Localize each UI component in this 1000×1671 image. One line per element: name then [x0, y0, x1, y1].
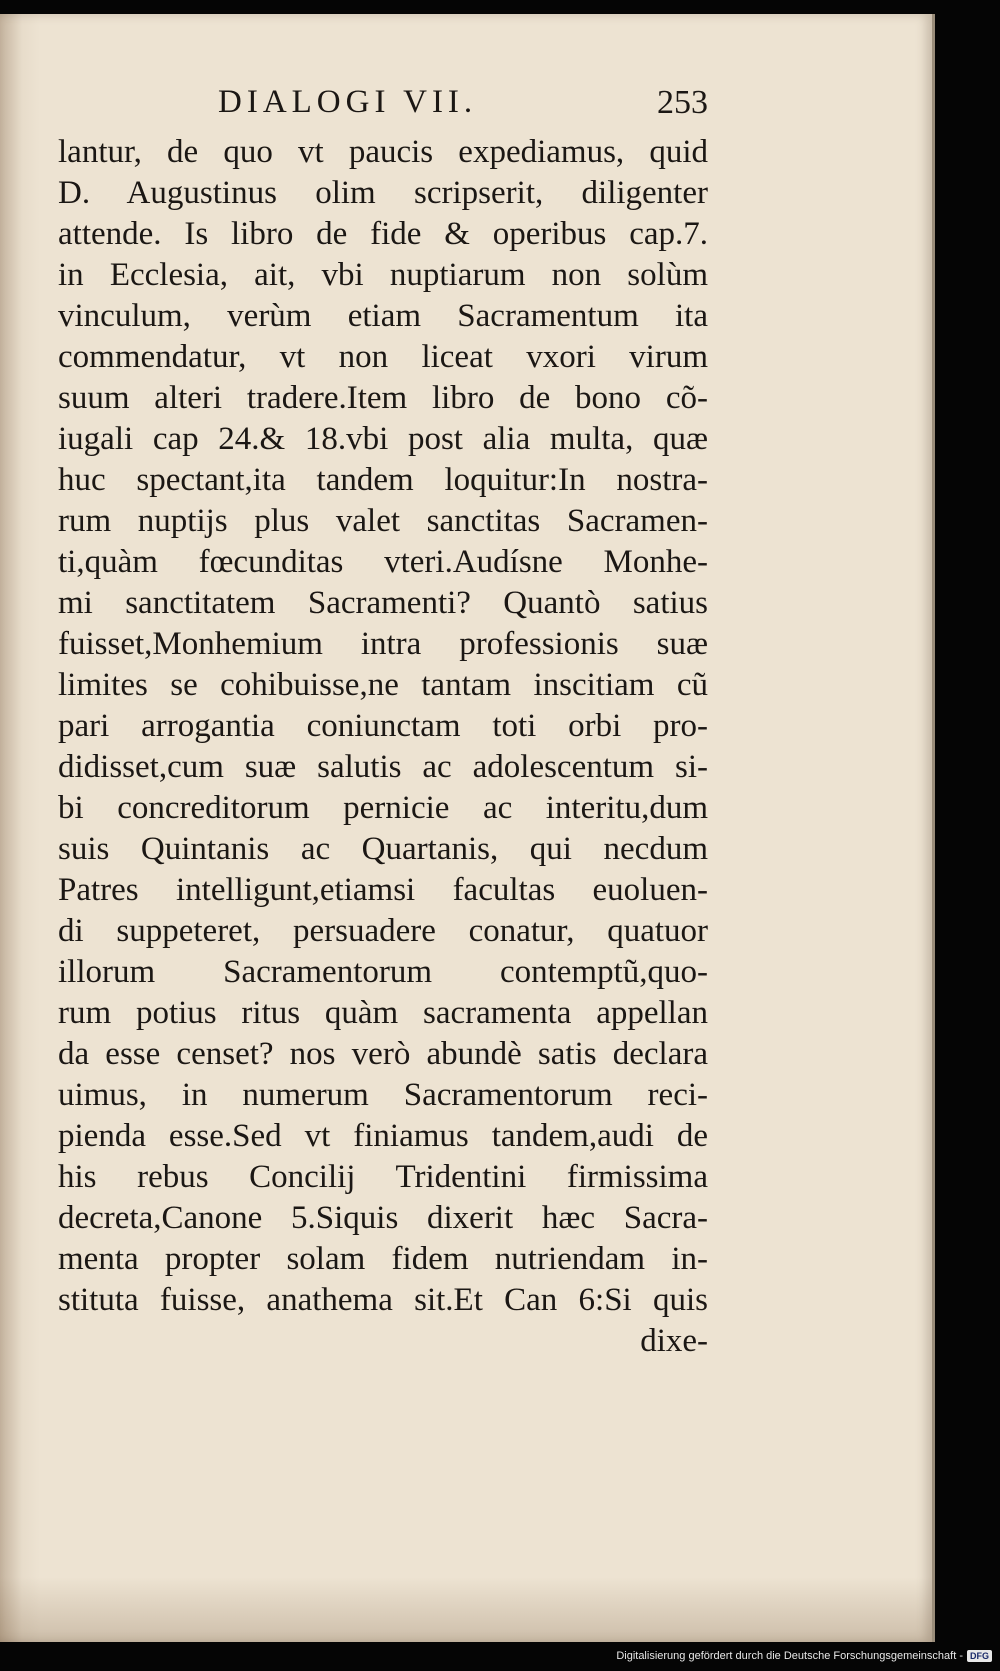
text-line: decreta,Canone 5.Siquis dixerit hæc Sacra-: [58, 1200, 708, 1236]
catchword: dixe-: [640, 1323, 708, 1359]
text-line: lantur, de quo vt paucis expediamus, quid: [58, 134, 708, 170]
text-line: didisset,cum suæ salutis ac adolescentum si-: [58, 749, 708, 785]
text-line: da esse censet? nos verò abundè satis declara: [58, 1036, 708, 1072]
text-line: di suppeteret, persuadere conatur, quatuor: [58, 913, 708, 949]
page-header: [58, 84, 708, 134]
text-line: D. Augustinus olim scripserit, diligenter: [58, 175, 708, 211]
text-line: suum alteri tradere.Item libro de bono cõ-: [58, 380, 708, 416]
digitization-credit: [616, 1650, 992, 1662]
text-line: commendatur, vt non liceat vxori virum: [58, 339, 708, 375]
book-page: [0, 14, 935, 1642]
dfg-logo-icon: DFG: [967, 1650, 992, 1662]
text-line: pari arrogantia coniunctam toti orbi pro-: [58, 708, 708, 744]
page-number: 253: [657, 84, 708, 121]
text-line: suis Quintanis ac Quartanis, qui necdum: [58, 831, 708, 867]
text-line: menta propter solam fidem nutriendam in-: [58, 1241, 708, 1277]
text-line: rum nuptijs plus valet sanctitas Sacramen-: [58, 503, 708, 539]
text-line: Patres intelligunt,etiamsi facultas euoluen-: [58, 872, 708, 908]
text-line: uimus, in numerum Sacramentorum reci-: [58, 1077, 708, 1113]
running-title: DIALOGI VII.: [218, 84, 478, 120]
text-line: limites se cohibuisse,ne tantam inscitiam cũ: [58, 667, 708, 703]
text-line: mi sanctitatem Sacramenti? Quantò satius: [58, 585, 708, 621]
text-line: attende. Is libro de fide & operibus cap.7.: [58, 216, 708, 252]
text-line: rum potius ritus quàm sacramenta appellan: [58, 995, 708, 1031]
credit-text: Digitalisierung gefördert durch die Deutsche Forschungsgemeinschaft -: [616, 1650, 963, 1662]
text-line: vinculum, verùm etiam Sacramentum ita: [58, 298, 708, 334]
text-line: his rebus Concilij Tridentini firmissima: [58, 1159, 708, 1195]
text-line: iugali cap 24.& 18.vbi post alia multa, quæ: [58, 421, 708, 457]
text-line: bi concreditorum pernicie ac interitu,dum: [58, 790, 708, 826]
text-line: huc spectant,ita tandem loquitur:In nostra-: [58, 462, 708, 498]
body-text: [58, 132, 708, 1362]
text-line: in Ecclesia, ait, vbi nuptiarum non solùm: [58, 257, 708, 293]
text-line: illorum Sacramentorum contemptũ,quo-: [58, 954, 708, 990]
text-line: pienda esse.Sed vt finiamus tandem,audi de: [58, 1118, 708, 1154]
text-line: stituta fuisse, anathema sit.Et Can 6:Si quis: [58, 1282, 708, 1318]
text-line: ti,quàm fœcunditas vteri.Audísne Monhe-: [58, 544, 708, 580]
text-line: fuisset,Monhemium intra professionis suæ: [58, 626, 708, 662]
